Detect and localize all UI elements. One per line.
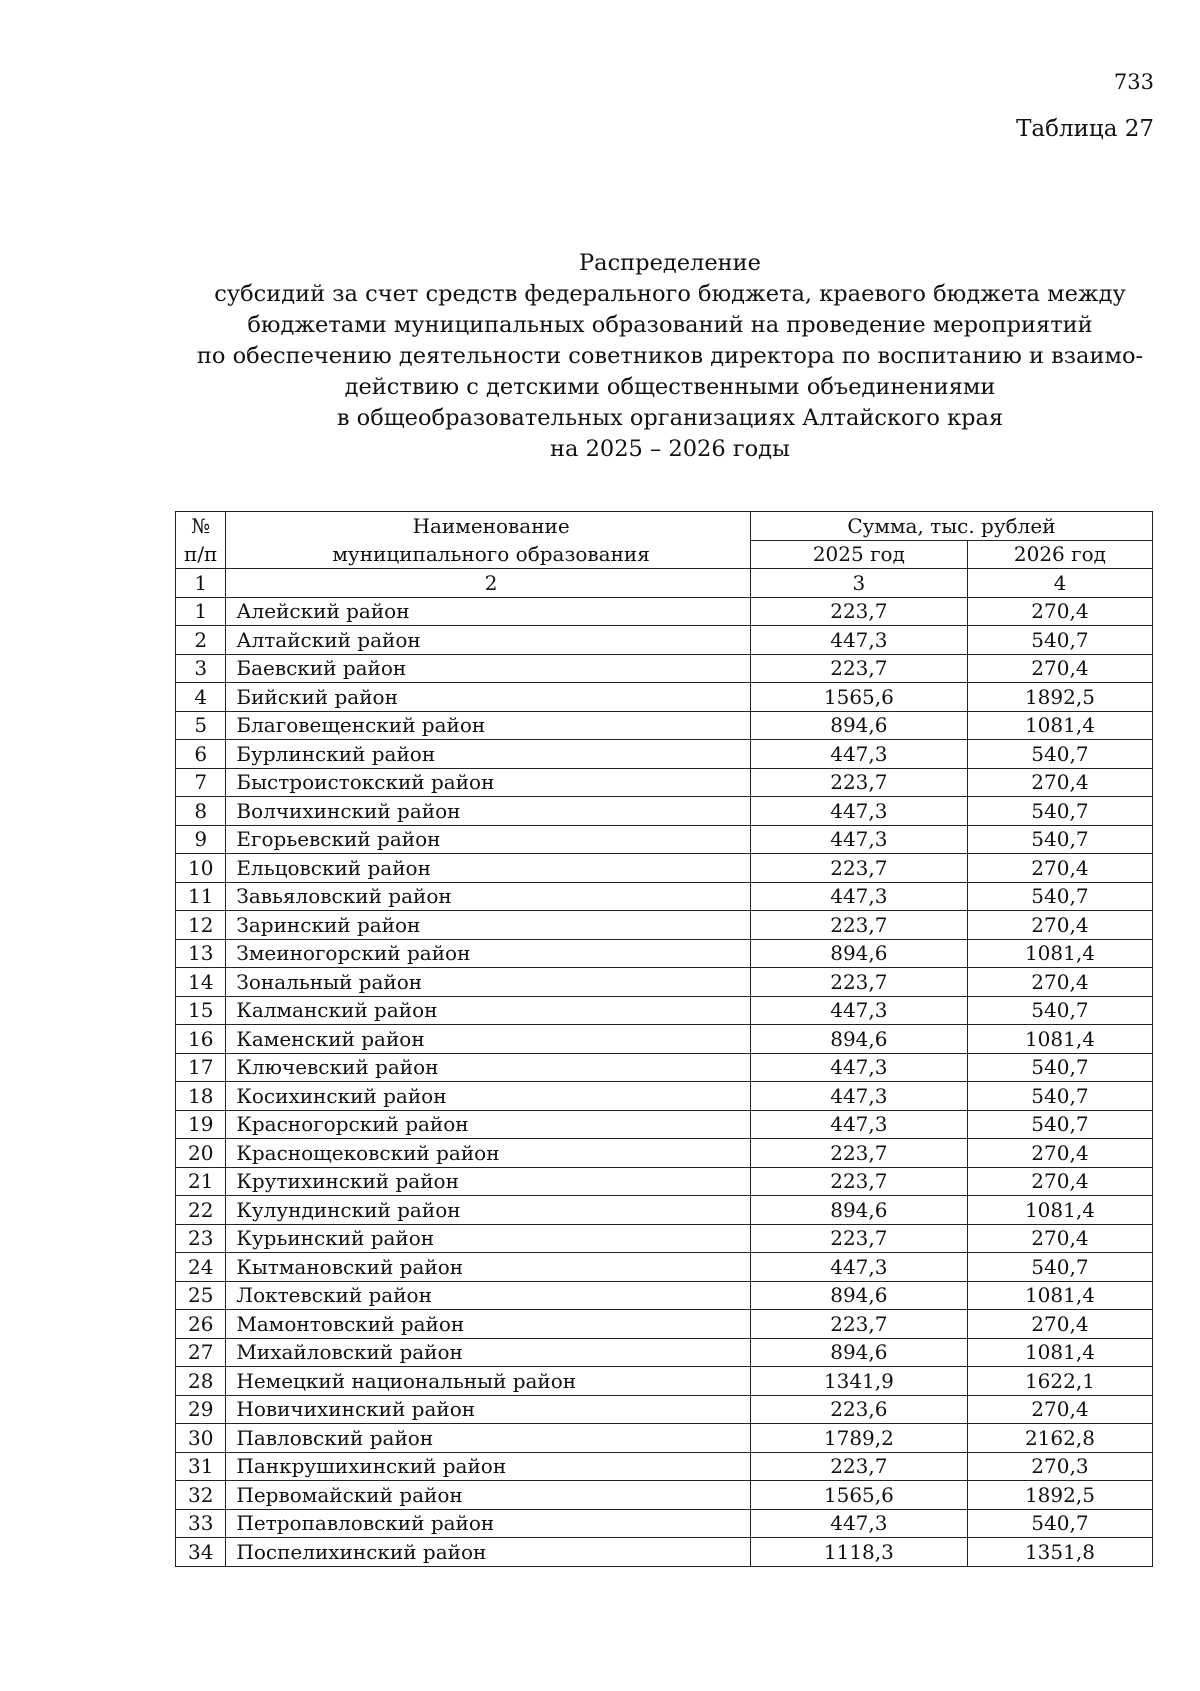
row-amount-2025: 1789,2 [750, 1424, 967, 1453]
row-municipality-name: Алейский район [226, 597, 750, 626]
row-amount-2026: 270,4 [967, 597, 1152, 626]
table-body [176, 597, 1153, 1566]
row-number: 19 [176, 1110, 226, 1139]
row-municipality-name: Заринский район [226, 911, 750, 940]
table-row [176, 968, 1153, 997]
row-number: 4 [176, 683, 226, 712]
row-amount-2025: 447,3 [750, 996, 967, 1025]
row-municipality-name: Благовещенский район [226, 711, 750, 740]
table-row [176, 882, 1153, 911]
heading-line: Распределение [579, 250, 761, 276]
row-amount-2025: 223,7 [750, 968, 967, 997]
row-amount-2025: 447,3 [750, 797, 967, 826]
table-row [176, 1367, 1153, 1396]
row-amount-2025: 223,7 [750, 854, 967, 883]
table-row [176, 626, 1153, 655]
column-number: 2 [226, 569, 750, 598]
row-amount-2025: 447,3 [750, 740, 967, 769]
row-amount-2026: 540,7 [967, 740, 1152, 769]
row-amount-2026: 1081,4 [967, 1196, 1152, 1225]
row-municipality-name: Курьинский район [226, 1224, 750, 1253]
header-num-sub: п/п [176, 540, 226, 569]
row-municipality-name: Ельцовский район [226, 854, 750, 883]
row-amount-2026: 270,4 [967, 654, 1152, 683]
row-amount-2026: 270,4 [967, 854, 1152, 883]
row-municipality-name: Первомайский район [226, 1481, 750, 1510]
row-number: 12 [176, 911, 226, 940]
row-amount-2025: 894,6 [750, 1338, 967, 1367]
row-number: 3 [176, 654, 226, 683]
table-row [176, 1224, 1153, 1253]
row-amount-2026: 270,4 [967, 1310, 1152, 1339]
row-number: 9 [176, 825, 226, 854]
header-sum: Сумма, тыс. рублей [750, 512, 1152, 541]
table-row [176, 1395, 1153, 1424]
row-number: 7 [176, 768, 226, 797]
row-amount-2025: 447,3 [750, 825, 967, 854]
row-number: 27 [176, 1338, 226, 1367]
row-amount-2026: 270,4 [967, 911, 1152, 940]
row-number: 16 [176, 1025, 226, 1054]
row-amount-2025: 447,3 [750, 1253, 967, 1282]
row-municipality-name: Быстроистокский район [226, 768, 750, 797]
row-amount-2025: 223,7 [750, 768, 967, 797]
row-municipality-name: Красногорский район [226, 1110, 750, 1139]
row-amount-2026: 1081,4 [967, 939, 1152, 968]
row-municipality-name: Завьяловский район [226, 882, 750, 911]
table-row [176, 1082, 1153, 1111]
row-amount-2026: 540,7 [967, 626, 1152, 655]
row-municipality-name: Калманский район [226, 996, 750, 1025]
table-row [176, 911, 1153, 940]
table-row [176, 939, 1153, 968]
row-amount-2025: 223,7 [750, 1167, 967, 1196]
row-amount-2026: 270,3 [967, 1452, 1152, 1481]
row-amount-2025: 223,7 [750, 1310, 967, 1339]
row-amount-2025: 894,6 [750, 711, 967, 740]
heading-line: на 2025 – 2026 годы [550, 436, 790, 462]
table-row [176, 654, 1153, 683]
row-municipality-name: Кулундинский район [226, 1196, 750, 1225]
row-municipality-name: Косихинский район [226, 1082, 750, 1111]
row-municipality-name: Петропавловский район [226, 1509, 750, 1538]
row-number: 15 [176, 996, 226, 1025]
row-municipality-name: Кытмановский район [226, 1253, 750, 1282]
header-year-2025: 2025 год [750, 540, 967, 569]
row-number: 20 [176, 1139, 226, 1168]
row-amount-2025: 223,7 [750, 1139, 967, 1168]
row-amount-2026: 270,4 [967, 768, 1152, 797]
header-name-sub: муниципального образования [226, 540, 750, 569]
row-number: 6 [176, 740, 226, 769]
row-amount-2025: 223,6 [750, 1395, 967, 1424]
column-number: 4 [967, 569, 1152, 598]
row-amount-2026: 1081,4 [967, 1025, 1152, 1054]
row-amount-2026: 270,4 [967, 1167, 1152, 1196]
row-amount-2026: 540,7 [967, 1082, 1152, 1111]
table-row [176, 1196, 1153, 1225]
row-amount-2026: 270,4 [967, 1139, 1152, 1168]
table-row [176, 797, 1153, 826]
row-amount-2026: 540,7 [967, 797, 1152, 826]
heading-line: по обеспечению деятельности советников директора по воспитанию и взаимо- [196, 343, 1144, 369]
row-amount-2026: 540,7 [967, 1509, 1152, 1538]
table-row [176, 1338, 1153, 1367]
header-name: Наименование [226, 512, 750, 541]
heading-line: субсидий за счет средств федерального бюджета, краевого бюджета между [214, 281, 1126, 307]
header-year-2026: 2026 год [967, 540, 1152, 569]
table-row [176, 683, 1153, 712]
row-municipality-name: Павловский район [226, 1424, 750, 1453]
row-municipality-name: Баевский район [226, 654, 750, 683]
row-number: 25 [176, 1281, 226, 1310]
row-municipality-name: Поспелихинский район [226, 1538, 750, 1567]
row-number: 17 [176, 1053, 226, 1082]
row-municipality-name: Немецкий национальный район [226, 1367, 750, 1396]
row-municipality-name: Каменский район [226, 1025, 750, 1054]
heading-line: бюджетами муниципальных образований на проведение мероприятий [247, 312, 1093, 338]
row-number: 29 [176, 1395, 226, 1424]
table-row [176, 1110, 1153, 1139]
row-amount-2025: 894,6 [750, 1281, 967, 1310]
row-number: 11 [176, 882, 226, 911]
row-municipality-name: Михайловский район [226, 1338, 750, 1367]
row-municipality-name: Алтайский район [226, 626, 750, 655]
table-row [176, 711, 1153, 740]
header-row [176, 540, 1153, 569]
row-number: 31 [176, 1452, 226, 1481]
row-amount-2026: 1081,4 [967, 1281, 1152, 1310]
row-amount-2026: 1081,4 [967, 1338, 1152, 1367]
table-row [176, 1452, 1153, 1481]
row-amount-2025: 223,7 [750, 1224, 967, 1253]
table-row [176, 597, 1153, 626]
table-row [176, 1310, 1153, 1339]
table-row [176, 996, 1153, 1025]
table-row [176, 740, 1153, 769]
table-row [176, 854, 1153, 883]
row-municipality-name: Крутихинский район [226, 1167, 750, 1196]
row-amount-2025: 894,6 [750, 1025, 967, 1054]
row-amount-2025: 894,6 [750, 1196, 967, 1225]
row-municipality-name: Волчихинский район [226, 797, 750, 826]
row-amount-2025: 447,3 [750, 1110, 967, 1139]
row-amount-2026: 1892,5 [967, 1481, 1152, 1510]
row-amount-2025: 447,3 [750, 882, 967, 911]
row-amount-2025: 1118,3 [750, 1538, 967, 1567]
header-num: № [176, 512, 226, 541]
row-number: 8 [176, 797, 226, 826]
row-municipality-name: Ключевский район [226, 1053, 750, 1082]
heading-line: в общеобразовательных организациях Алтайского края [336, 405, 1004, 431]
table-row [176, 1139, 1153, 1168]
row-number: 13 [176, 939, 226, 968]
row-number: 34 [176, 1538, 226, 1567]
row-amount-2026: 270,4 [967, 1395, 1152, 1424]
column-number: 3 [750, 569, 967, 598]
row-amount-2025: 1565,6 [750, 1481, 967, 1510]
row-municipality-name: Новичихинский район [226, 1395, 750, 1424]
table-label: Таблица 27 [1016, 116, 1154, 142]
row-amount-2026: 540,7 [967, 1053, 1152, 1082]
row-amount-2025: 223,7 [750, 597, 967, 626]
document-heading [150, 248, 1190, 465]
row-number: 32 [176, 1481, 226, 1510]
row-municipality-name: Панкрушихинский район [226, 1452, 750, 1481]
row-municipality-name: Змеиногорский район [226, 939, 750, 968]
row-municipality-name: Егорьевский район [226, 825, 750, 854]
row-amount-2026: 1351,8 [967, 1538, 1152, 1567]
row-number: 14 [176, 968, 226, 997]
table-row [176, 1253, 1153, 1282]
row-amount-2026: 540,7 [967, 825, 1152, 854]
row-amount-2026: 270,4 [967, 1224, 1152, 1253]
header-row [176, 512, 1153, 541]
row-amount-2025: 447,3 [750, 1509, 967, 1538]
table-row [176, 1167, 1153, 1196]
row-number: 28 [176, 1367, 226, 1396]
row-number: 10 [176, 854, 226, 883]
row-number: 24 [176, 1253, 226, 1282]
page-number: 733 [1113, 70, 1154, 94]
row-number: 33 [176, 1509, 226, 1538]
row-amount-2025: 1341,9 [750, 1367, 967, 1396]
row-amount-2026: 540,7 [967, 882, 1152, 911]
table-row [176, 1025, 1153, 1054]
table-row [176, 825, 1153, 854]
row-amount-2025: 1565,6 [750, 683, 967, 712]
row-municipality-name: Локтевский район [226, 1281, 750, 1310]
table-row [176, 1538, 1153, 1567]
row-municipality-name: Бийский район [226, 683, 750, 712]
row-number: 26 [176, 1310, 226, 1339]
row-number: 2 [176, 626, 226, 655]
row-number: 18 [176, 1082, 226, 1111]
row-amount-2026: 540,7 [967, 1110, 1152, 1139]
row-amount-2026: 540,7 [967, 1253, 1152, 1282]
row-amount-2025: 447,3 [750, 626, 967, 655]
row-amount-2025: 223,7 [750, 1452, 967, 1481]
table-row [176, 768, 1153, 797]
subsidy-table [175, 511, 1153, 1567]
row-amount-2026: 1892,5 [967, 683, 1152, 712]
row-amount-2026: 2162,8 [967, 1424, 1152, 1453]
row-municipality-name: Зональный район [226, 968, 750, 997]
row-number: 1 [176, 597, 226, 626]
row-amount-2025: 447,3 [750, 1053, 967, 1082]
heading-line: действию с детскими общественными объединениями [344, 374, 996, 400]
row-amount-2026: 1622,1 [967, 1367, 1152, 1396]
column-number-row [176, 569, 1153, 598]
row-number: 30 [176, 1424, 226, 1453]
row-number: 22 [176, 1196, 226, 1225]
row-number: 23 [176, 1224, 226, 1253]
row-municipality-name: Краснощековский район [226, 1139, 750, 1168]
table-row [176, 1424, 1153, 1453]
row-amount-2025: 894,6 [750, 939, 967, 968]
row-municipality-name: Мамонтовский район [226, 1310, 750, 1339]
row-amount-2026: 1081,4 [967, 711, 1152, 740]
row-amount-2025: 447,3 [750, 1082, 967, 1111]
table-row [176, 1509, 1153, 1538]
row-number: 5 [176, 711, 226, 740]
row-amount-2025: 223,7 [750, 911, 967, 940]
row-municipality-name: Бурлинский район [226, 740, 750, 769]
row-amount-2026: 540,7 [967, 996, 1152, 1025]
table-row [176, 1053, 1153, 1082]
table-row [176, 1481, 1153, 1510]
row-number: 21 [176, 1167, 226, 1196]
table-row [176, 1281, 1153, 1310]
row-amount-2025: 223,7 [750, 654, 967, 683]
column-number: 1 [176, 569, 226, 598]
row-amount-2026: 270,4 [967, 968, 1152, 997]
